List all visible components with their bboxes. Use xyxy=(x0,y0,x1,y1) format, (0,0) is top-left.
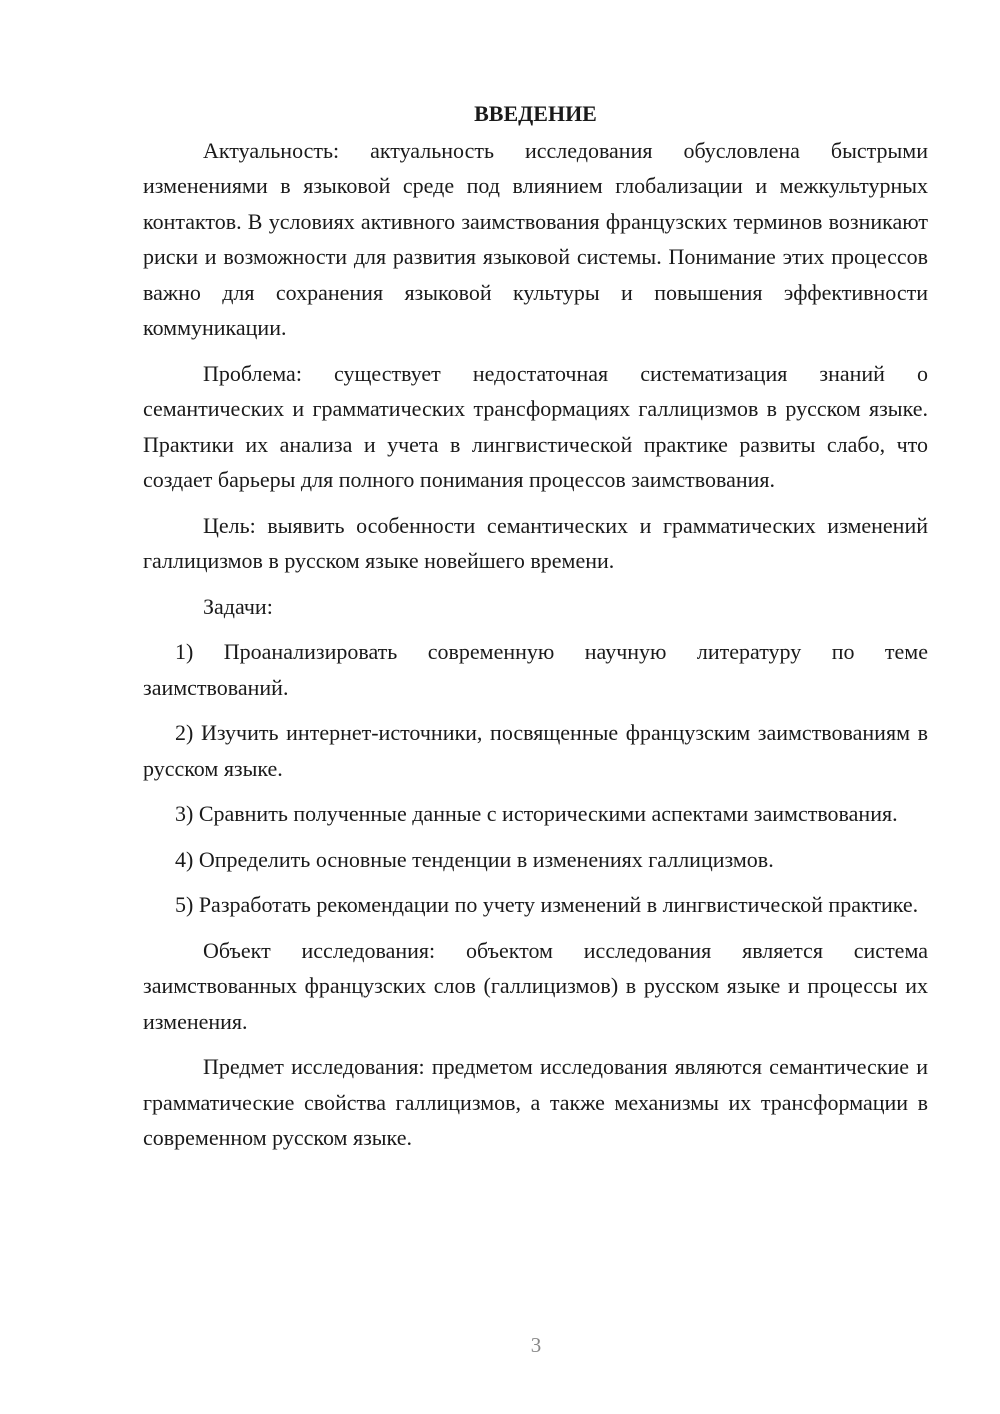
problem-paragraph: Проблема: существует недостаточная систематизация знаний о семантических и грамматических трансформациях галлицизмов в русском языке. Практики их анализа и учета в лингвистической практике развиты слабо, что создает барьеры для полного понимания процессов заимствования. xyxy=(143,360,928,492)
task-item: 1) Проанализировать современную научную литературу по теме заимствований. xyxy=(143,639,928,700)
page-number: 3 xyxy=(530,1333,542,1357)
tasks-label: Задачи: xyxy=(203,593,273,619)
task-item: 3) Сравнить полученные данные с историческими аспектами заимствования. xyxy=(175,801,898,826)
object-paragraph: Объект исследования: объектом исследования является система заимствованных французских слов (галлицизмов) в русском языке и процессы их изменения. xyxy=(143,937,928,1034)
subject-paragraph: Предмет исследования: предметом исследования являются семантические и грамматические свойства галлицизмов, а также механизмы их трансформации в современном русском языке. xyxy=(143,1054,928,1150)
task-item: 4) Определить основные тенденции в изменениях галлицизмов. xyxy=(175,846,774,872)
task-item: 2) Изучить интернет-источники, посвященные французским заимствованиям в русском языке. xyxy=(143,720,928,781)
relevance-paragraph: Актуальность: актуальность исследования обусловлена быстрыми изменениями в языковой среде под влиянием глобализации и межкультурных контактов. В условиях активного заимствования французских терминов возникают риски и возможности для развития языковой системы. Понимание этих процессов важно для сохранения языковой культуры и повышения эффективности коммуникации. xyxy=(143,137,928,340)
goal-paragraph: Цель: выявить особенности семантических и грамматических изменений галлицизмов в русском языке новейшего времени. xyxy=(143,512,928,573)
section-heading: ВВЕДЕНИЕ xyxy=(474,101,597,126)
task-item: 5) Разработать рекомендации по учету изменений в лингвистической практике. xyxy=(175,892,919,917)
tasks-list xyxy=(143,634,928,923)
page-body xyxy=(143,96,928,1156)
